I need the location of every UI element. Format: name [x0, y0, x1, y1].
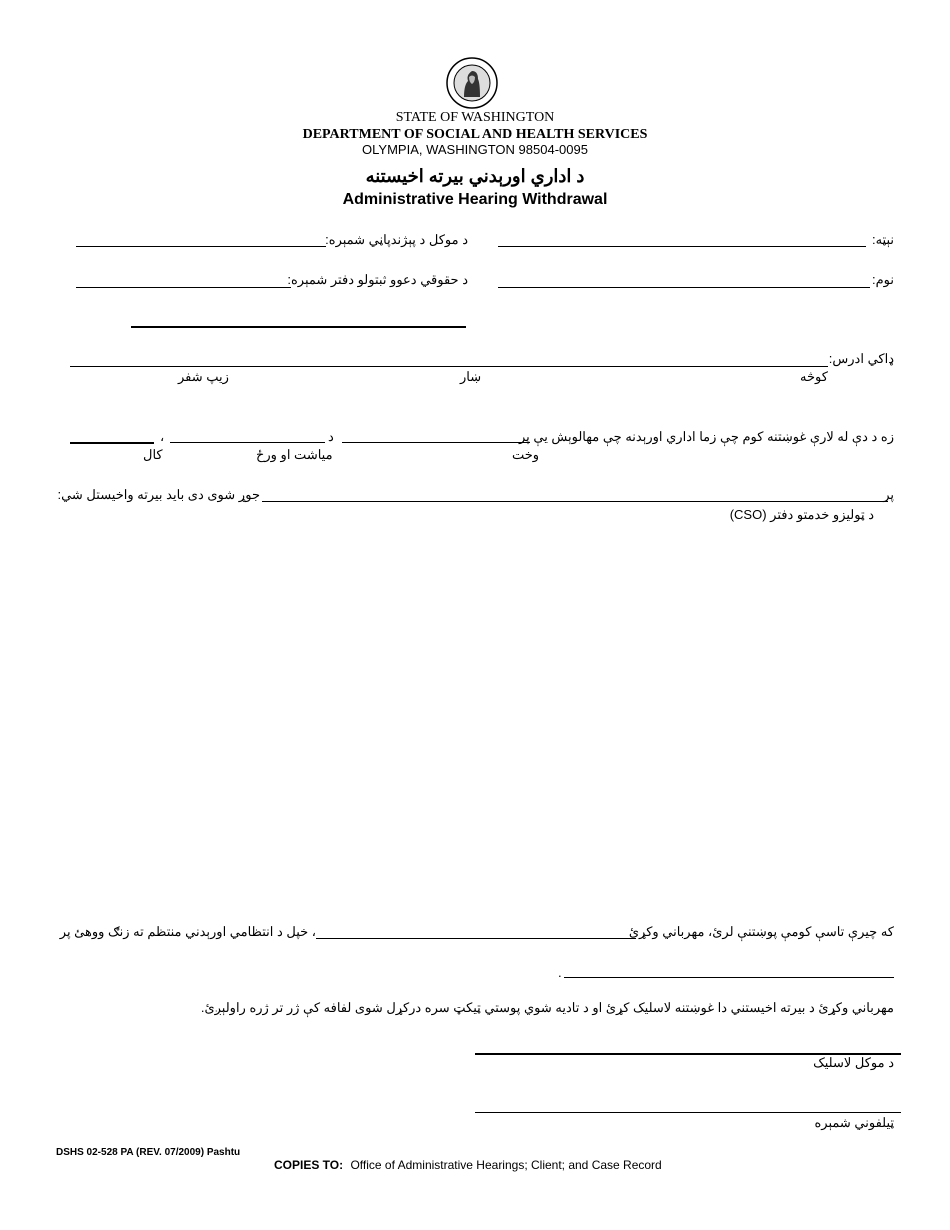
- name-label: نوم:: [872, 272, 894, 287]
- telephone-label: ټيلفوني شمېره: [814, 1115, 894, 1130]
- street-label: کوڅه: [800, 369, 828, 384]
- mailing-address-label: ډاکي ادرس:: [828, 351, 894, 366]
- title-english: Administrative Hearing Withdrawal: [342, 191, 608, 208]
- coordinator-phone-field[interactable]: [564, 977, 894, 978]
- request-sentence: زه د دې له لارې غوښتنه کوم چې زما اداري اورېدنه چې مهالوېش يې پر: [518, 429, 894, 444]
- request-comma: ،: [160, 429, 165, 444]
- hearing-time-field[interactable]: [342, 442, 530, 443]
- contact-sentence: که چيرې تاسې کومې پوښتنې لرئ، مهرباني وکړئ: [628, 924, 894, 939]
- telephone-field[interactable]: [475, 1112, 901, 1113]
- cso-field[interactable]: [262, 501, 888, 502]
- client-id-label: د موکل د پېژندپاڼي شمېره:: [325, 232, 468, 247]
- request-of-word: د: [328, 429, 334, 444]
- department-address: OLYMPIA, WASHINGTON 98504-0095: [362, 142, 588, 157]
- state-seal: [446, 57, 498, 109]
- at-label: پر: [883, 487, 894, 502]
- name-field[interactable]: [498, 287, 870, 288]
- year-label: کال: [143, 447, 163, 462]
- date-label: نېټه:: [871, 232, 894, 247]
- month-day-label: مياشت او ورځ: [256, 447, 333, 462]
- state-heading: STATE OF WASHINGTON: [395, 110, 555, 125]
- city-label: ښار: [460, 369, 482, 384]
- docket-number-field-2[interactable]: [131, 326, 466, 328]
- copies-to: [274, 1158, 662, 1172]
- time-label: وخت: [512, 447, 540, 462]
- zip-label: زيپ شفر: [178, 369, 229, 384]
- form-number: DSHS 02-528 PA (REV. 07/2009) Pashtu: [56, 1147, 241, 1158]
- department-heading: DEPARTMENT OF SOCIAL AND HEALTH SERVICES: [302, 127, 648, 142]
- docket-label: د حقوقي دعوو ثبتولو دفتر شمېره:: [287, 272, 468, 287]
- return-instructions: مهرباني وکړئ د بيرته اخيستني دا غوښتنه لاسليک کړئ او د تاديه شوي پوستي ټيکټ سره درکړل شوی لفافه کې ژر تر ژره راولېږئ.: [200, 1000, 894, 1015]
- mailing-address-field[interactable]: [70, 366, 828, 367]
- client-signature-label: د موکل لاسليک: [813, 1055, 894, 1070]
- hearing-month-day-field[interactable]: [170, 442, 325, 443]
- phone-period: .: [558, 965, 562, 980]
- docket-number-field[interactable]: [76, 287, 291, 288]
- title-pashto: د اداري اورېدني بيرته اخيستنه: [365, 166, 585, 186]
- client-id-field[interactable]: [76, 246, 326, 247]
- copies-to-list: Office of Administrative Hearings; Client; and Case Record: [350, 1158, 662, 1172]
- hearing-year-field[interactable]: [70, 442, 154, 444]
- contact-sentence-end: ، خپل د انتظامي اورېدني منتظم ته زنګ ووهئ پر: [59, 924, 316, 939]
- hearing-coordinator-field[interactable]: [316, 938, 636, 939]
- copies-to-label: COPIES TO:: [274, 1158, 344, 1172]
- withdrawn-text: جوړ شوی دی بايد بيرته واخيستل شي:: [57, 487, 260, 502]
- cso-label: د ټوليزو خدمتو دفتر (CSO): [729, 507, 874, 522]
- date-field[interactable]: [498, 246, 866, 247]
